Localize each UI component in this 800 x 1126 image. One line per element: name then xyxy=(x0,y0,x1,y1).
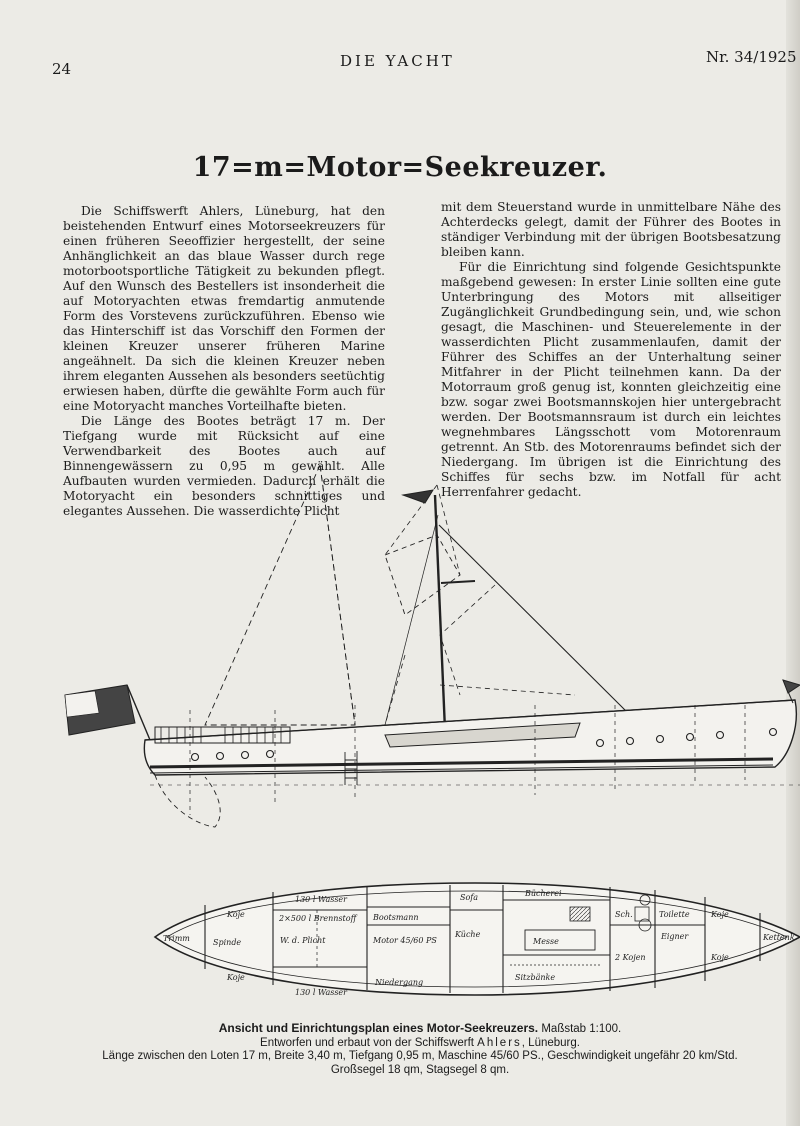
side-elevation xyxy=(65,465,800,827)
label-owner: Eigner xyxy=(661,932,689,941)
running-title: DIE YACHT xyxy=(340,52,455,70)
label-two-berths: 2 Kojen xyxy=(615,953,646,962)
caption-scale: Maßstab 1:100. xyxy=(541,1023,622,1035)
figure-caption xyxy=(60,1022,780,1077)
caption-line-3: Länge zwischen den Loten 17 m, Breite 3,40 m, Tiefgang 0,95 m, Maschine 45/60 PS., Geschwindigkeit ungefähr 20 km/Std. xyxy=(102,1050,738,1062)
caption-builder-prefix: Entworfen und erbaut von der Schiffswerft xyxy=(260,1036,474,1049)
label-stern-room: Trimm xyxy=(163,934,190,943)
label-companionway: Niedergang xyxy=(375,978,424,987)
caption-line-1 xyxy=(60,1022,780,1037)
label-bench: Sofa xyxy=(460,893,479,902)
label-berth: Koje xyxy=(227,973,245,982)
label-berth: Koje xyxy=(711,953,729,962)
label-seats: Sitzbänke xyxy=(515,973,556,982)
yacht-drawing xyxy=(55,455,800,1015)
label-toilet: Toilette xyxy=(659,910,690,919)
label-cockpit: W. d. Plicht xyxy=(280,936,326,945)
label-tank-bottom: 130 l Wasser xyxy=(295,988,347,997)
label-bookshelf: Bücherei xyxy=(525,889,562,898)
paragraph: Die Schiffswerft Ahlers, Lüneburg, hat den beistehenden Entwurf eines Motorseekreuzers für einen früheren Seeoffizier hergestellt, der seine Anhänglichkeit an das blaue Wasser durch rege motorbootsportliche Tätigkeit zu bekunden pflegt. Auf den Wunsch des Bestellers ist insonderheit die auf Motoryachten etwas fremdartig anmutende Form des Vorstevens zurückzuführen. Ebenso wie das Hinterschiff ist das Vorschiff den Formen der kleinen Kreuzer unserer früheren Marine angeähnelt. Da sich die kleinen Kreuzer neben ihrem eleganten Aussehen als besonders seetüchtig erwiesen haben, dürfte die gewählte Form auch für eine Motoryacht manches Vorteilhafte bieten. xyxy=(63,204,385,413)
page-number: 24 xyxy=(52,60,72,78)
label-tank-top: 130 l Wasser xyxy=(295,895,347,904)
paragraph: mit dem Steuerstand wurde in unmittelbare Nähe des Achterdecks gelegt, damit der Führer des Bootes in ständiger Verbindung mit der übrigen Bootsbesatzung bleiben kann. xyxy=(441,200,781,259)
issue-number: Nr. 34/1925 xyxy=(706,48,797,66)
caption-builder-name: Ahlers xyxy=(477,1036,522,1049)
label-chain-locker: Kettenk. xyxy=(763,933,798,942)
label-locker: Sch. xyxy=(615,910,633,919)
article-title: 17=m=Motor=Seekreuzer. xyxy=(192,152,608,183)
paragraph: Für die Einrichtung sind folgende Gesichtspunkte maßgebend gewesen: In erster Linie sollten eine gute Unterbringung des Motors mit allseitiger Zugänglichkeit Grundbedingung sein, und, wie schon gesagt, die Maschinen- und Steuerelemente in der wasserdichten Plicht zusammenlaufen, damit der Führer des Schiffes an der Unterhaltung seiner Mitfahrer in der Plicht teilnehmen kann. Da der Motorraum groß genug ist, konnten gleichzeitig eine bzw. sogar zwei Bootsmannskojen hier untergebracht werden. Der Bootsmannsraum ist durch ein leichtes wegnehmbares Längsschott vom Motorenraum getrennt. An Stb. des Motorenraums befindet sich der Niedergang. Im übrigen ist die Einrichtung des Schiffes für sechs bzw. im Notfall für acht Herrenfahrer gedacht. xyxy=(441,260,781,499)
label-fuel: 2×500 l Brennstoff xyxy=(279,914,357,923)
paragraph: Die Länge des Bootes beträgt 17 m. Der Tiefgang wurde mit Rücksicht auf eine Verwendbarkeit des Bootes auch auf Binnengewässern zu 0,95 m gewählt. Alle Aufbauten wurden vermieden. Dadurch erhält die Motoryacht ein besonders schnittiges und elegantes Aussehen. Die wasserdichte Plicht xyxy=(63,414,385,518)
caption-title: Ansicht und Einrichtungsplan eines Motor-Seekreuzers. xyxy=(218,1021,539,1035)
label-berth: Koje xyxy=(711,910,729,919)
label-boatswain: Bootsmann xyxy=(373,913,419,922)
label-pantry: Spinde xyxy=(213,938,242,947)
label-berth: Koje xyxy=(227,910,245,919)
caption-line-4: Großsegel 18 qm, Stagsegel 8 qm. xyxy=(330,1063,510,1076)
caption-builder-suffix: , Lüneburg. xyxy=(521,1036,580,1049)
label-mess: Messe xyxy=(533,937,559,946)
label-motor: Motor 45/60 PS xyxy=(373,936,437,945)
label-kitchen: Küche xyxy=(455,930,481,939)
caption-line-2 xyxy=(60,1037,780,1051)
